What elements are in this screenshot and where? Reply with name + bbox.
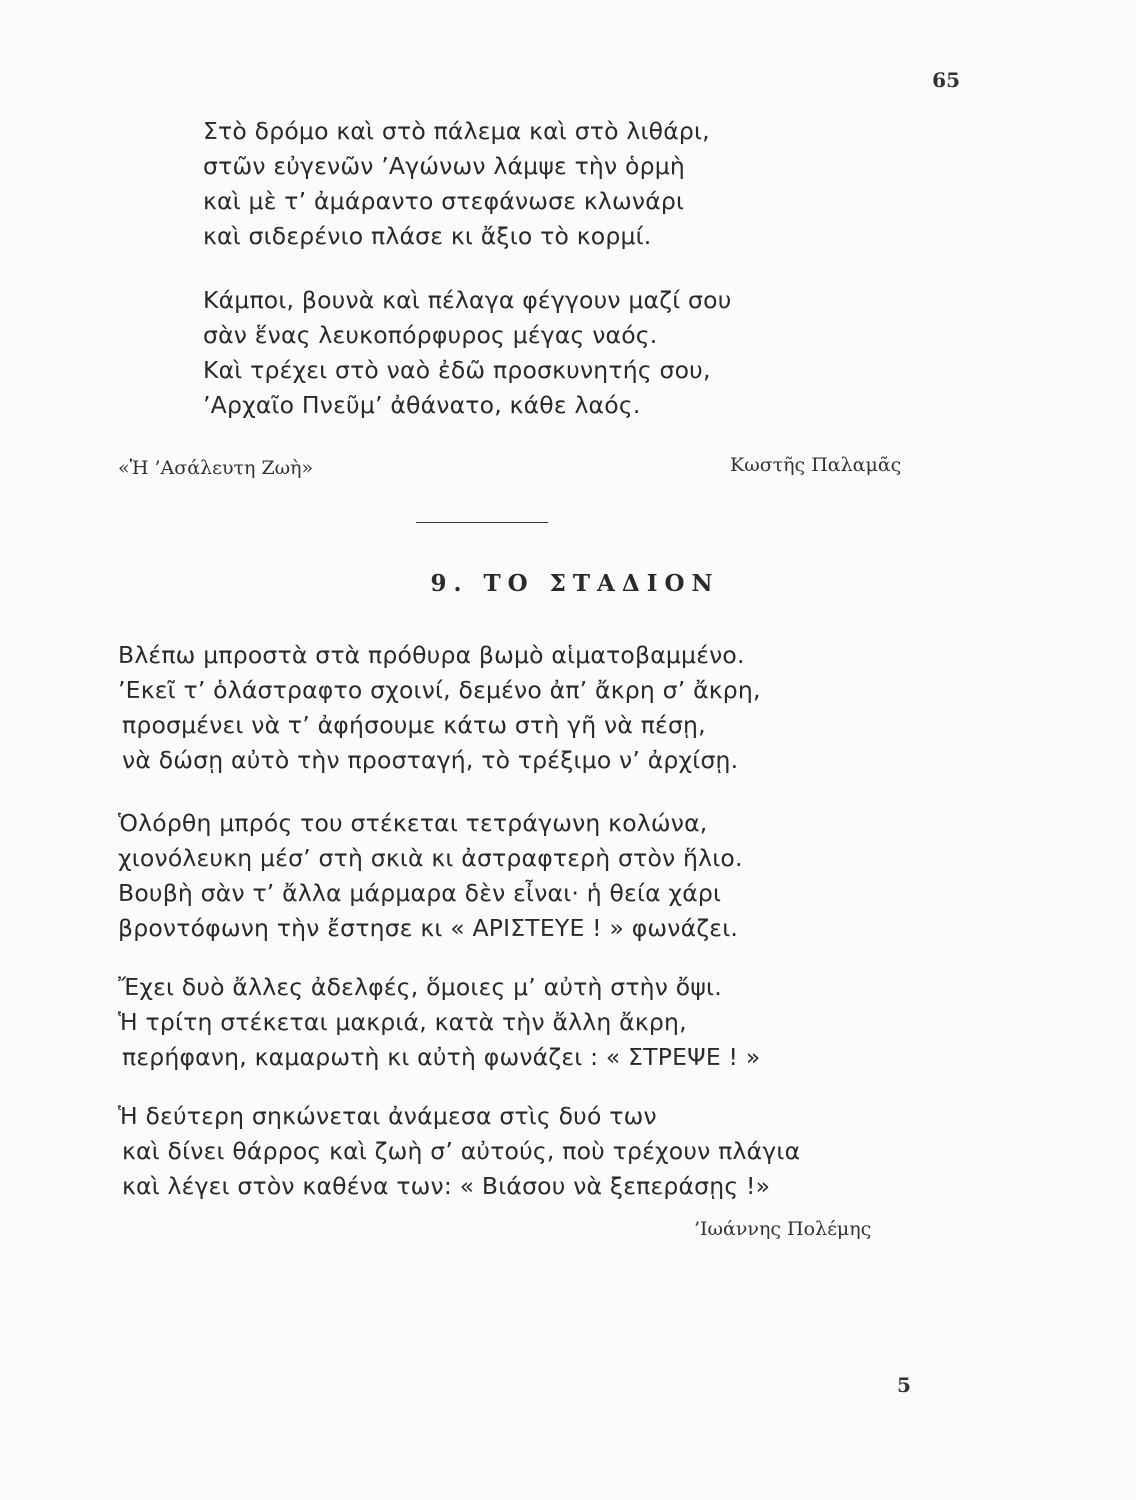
verse-line: περήφανη, καμαρωτὴ κι αὐτὴ φωνάζει : « ΣΤΡΕΨΕ ! » <box>122 1043 761 1071</box>
verse-line: Ὁλόρθη μπρός του στέκεται τετράγωνη κολώνα, <box>118 809 708 837</box>
verse-line: Ἡ δεύτερη σηκώνεται ἀνάμεσα στὶς δυό των <box>118 1102 657 1130</box>
poem2-stanza-3 <box>118 970 760 1075</box>
section-divider <box>416 522 548 523</box>
poem2-stanza-2 <box>118 806 743 946</box>
page-number: 65 <box>932 68 960 92</box>
verse-line: σὰν ἕνας λευκοπόρφυρος μέγας ναός. <box>203 321 658 349</box>
poem1-stanza-2 <box>203 283 732 423</box>
verse-line: Ἔχει δυὸ ἄλλες ἀδελφές, ὅμοιες μ’ αὐτὴ στὴν ὄψι. <box>118 973 722 1001</box>
verse-line: Βλέπω μπροστὰ στὰ πρόθυρα βωμὸ αἱματοβαμμένο. <box>118 641 745 669</box>
verse-line: Καὶ τρέχει στὸ ναὸ ἐδῶ προσκυνητής σου, <box>203 356 711 384</box>
verse-line: ’Εκεῖ τ’ ὁλάστραφτο σχοινί, δεμένο ἀπ’ ἄκρη σ’ ἄκρη, <box>118 676 761 704</box>
verse-line: καὶ σιδερένιο πλάσε κι ἄξιο τὸ κορμί. <box>203 222 652 250</box>
verse-line: νὰ δώσῃ αὐτὸ τὴν προσταγή, τὸ τρέξιμο ν’ ἀρχίσῃ. <box>122 746 739 774</box>
poem1-source: «Ἡ ’Ασάλευτη Ζωὴ» <box>118 457 314 479</box>
verse-line: καὶ λέγει στὸν καθένα των: « Βιάσου νὰ ξεπεράσῃς !» <box>122 1172 771 1200</box>
signature-mark: 5 <box>897 1373 911 1397</box>
poem1-author: Κωστῆς Παλαμᾶς <box>730 454 902 476</box>
section-title: 9. ΤΟ ΣΤΑΔΙΟΝ <box>430 570 720 597</box>
verse-line: βροντόφωνη τὴν ἔστησε κι « ΑΡΙΣΤΕΥΕ ! » φωνάζει. <box>118 914 739 942</box>
verse-line: προσμένει νὰ τ’ ἀφήσουμε κάτω στὴ γῆ νὰ πέσῃ, <box>122 711 706 739</box>
verse-line: Κάμποι, βουνὰ καὶ πέλαγα φέγγουν μαζί σου <box>203 286 732 314</box>
verse-line: Στὸ δρόμο καὶ στὸ πάλεμα καὶ στὸ λιθάρι, <box>203 117 710 145</box>
verse-line: στῶν εὐγενῶν ’Αγώνων λάμψε τὴν ὁρμὴ <box>203 152 685 180</box>
poem2-stanza-4 <box>118 1099 800 1204</box>
verse-line: καὶ μὲ τ’ ἀμάραντο στεφάνωσε κλωνάρι <box>203 187 685 215</box>
verse-line: Ἡ τρίτη στέκεται μακριά, κατὰ τὴν ἄλλη ἄκρη, <box>118 1008 687 1036</box>
verse-line: Βουβὴ σὰν τ’ ἄλλα μάρμαρα δὲν εἶναι· ἡ θεία χάρι <box>118 879 722 907</box>
poem2-stanza-1 <box>118 638 761 778</box>
verse-line: ’Αρχαῖο Πνεῦμ’ ἀθάνατο, κάθε λαός. <box>203 391 641 419</box>
verse-line: καὶ δίνει θάρρος καὶ ζωὴ σ’ αὐτούς, ποὺ τρέχουν πλάγια <box>122 1137 801 1165</box>
poem2-author: ’Ιωάννης Πολέμης <box>694 1218 872 1240</box>
poem1-stanza-1 <box>203 114 710 254</box>
verse-line: χιονόλευκη μέσ’ στὴ σκιὰ κι ἀστραφτερὴ στὸν ἥλιο. <box>118 844 743 872</box>
